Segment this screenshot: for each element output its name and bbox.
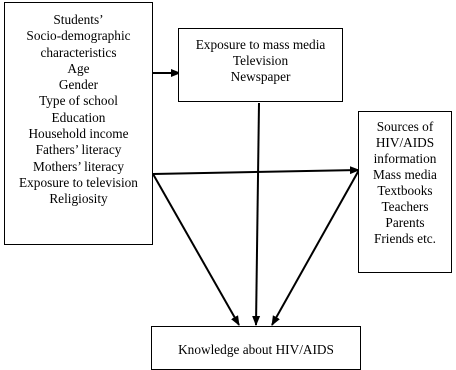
sources-line-5: Textbooks <box>377 183 433 198</box>
sources-line-6: Teachers <box>381 199 429 214</box>
students-line-2: Socio-demographic <box>26 28 131 44</box>
exposure-line-2: Television <box>232 53 289 68</box>
sources-line-1: Sources of <box>376 119 434 134</box>
knowledge-label: Knowledge about HIV/AIDS <box>178 342 334 357</box>
hiv-knowledge-box <box>151 326 361 370</box>
students-line-3: characteristics <box>40 44 117 60</box>
sources-line-7: Parents <box>385 215 425 230</box>
students-line-12: Religiosity <box>49 191 108 207</box>
students-line-1: Students’ <box>53 12 104 27</box>
students-line-5: Gender <box>58 77 99 93</box>
students-line-9: Fathers’ literacy <box>35 142 122 158</box>
arrow-students-to-sources <box>153 170 359 174</box>
mass-media-exposure-box <box>178 28 343 102</box>
sources-line-4: Mass media <box>373 167 437 182</box>
information-sources-box <box>358 111 452 273</box>
sources-line-3: information <box>373 151 437 166</box>
students-line-7: Education <box>51 109 106 125</box>
students-line-4: Age <box>67 60 90 76</box>
students-line-10: Mothers’ literacy <box>33 158 124 174</box>
arrow-students-to-knowledge <box>153 174 239 325</box>
arrow-sources-to-knowledge <box>272 170 359 325</box>
sources-line-2: HIV/AIDS <box>375 135 435 150</box>
students-line-11: Exposure to television <box>19 174 138 190</box>
exposure-line-1: Exposure to mass media <box>195 37 326 52</box>
arrow-exposure-to-knowledge <box>256 103 259 325</box>
sources-line-8: Friends etc. <box>373 231 437 246</box>
students-line-6: Type of school <box>39 93 118 109</box>
students-characteristics-box <box>4 2 153 245</box>
exposure-line-3: Newspaper <box>230 69 291 84</box>
students-line-8: Household income <box>28 126 129 142</box>
